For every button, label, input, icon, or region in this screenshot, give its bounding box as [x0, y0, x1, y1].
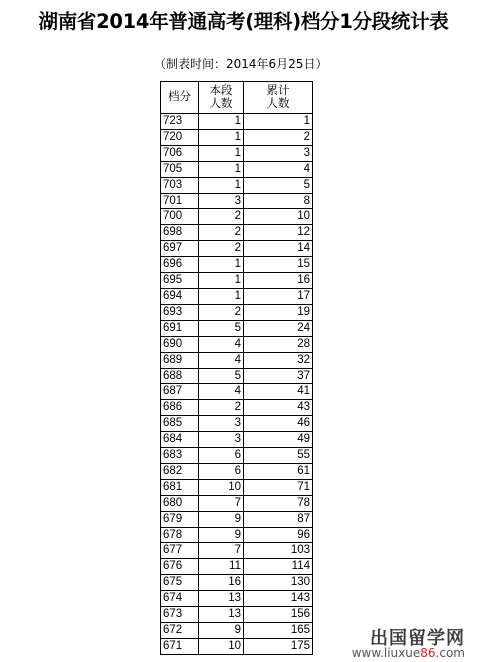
- cell-score: 689: [161, 352, 199, 368]
- table-row: [161, 479, 313, 495]
- cell-score: 679: [161, 511, 199, 527]
- table-header-row: [161, 82, 313, 114]
- cell-score: 701: [161, 193, 199, 209]
- cell-score: 693: [161, 304, 199, 320]
- cell-segment-count: 6: [199, 448, 244, 464]
- header-cumulative-count-line1: 累计: [266, 84, 290, 97]
- cell-score: 671: [161, 638, 199, 654]
- cell-cumulative-count: 5: [244, 177, 313, 193]
- header-segment-count: [199, 82, 244, 114]
- cell-segment-count: 1: [199, 161, 244, 177]
- cell-cumulative-count: 19: [244, 304, 313, 320]
- cell-score: 695: [161, 273, 199, 289]
- cell-segment-count: 2: [199, 209, 244, 225]
- cell-segment-count: 1: [199, 273, 244, 289]
- cell-segment-count: 11: [199, 559, 244, 575]
- cell-segment-count: 1: [199, 145, 244, 161]
- cell-cumulative-count: 55: [244, 448, 313, 464]
- header-score: 档分: [161, 82, 199, 114]
- table-row: [161, 288, 313, 304]
- cell-score: 687: [161, 384, 199, 400]
- site-watermark: [335, 620, 485, 662]
- cell-cumulative-count: 32: [244, 352, 313, 368]
- table-row: [161, 352, 313, 368]
- cell-cumulative-count: 71: [244, 479, 313, 495]
- cell-segment-count: 2: [199, 304, 244, 320]
- cell-segment-count: 9: [199, 623, 244, 639]
- cell-segment-count: 1: [199, 114, 244, 130]
- cell-segment-count: 4: [199, 352, 244, 368]
- table-row: [161, 336, 313, 352]
- cell-score: 703: [161, 177, 199, 193]
- cell-cumulative-count: 37: [244, 368, 313, 384]
- table-row: [161, 638, 313, 654]
- cell-score: 684: [161, 432, 199, 448]
- header-segment-count-line2: 人数: [209, 97, 233, 110]
- table-row: [161, 463, 313, 479]
- cell-score: 688: [161, 368, 199, 384]
- cell-segment-count: 4: [199, 336, 244, 352]
- cell-cumulative-count: 16: [244, 273, 313, 289]
- cell-score: 723: [161, 114, 199, 130]
- cell-cumulative-count: 17: [244, 288, 313, 304]
- cell-score: 720: [161, 129, 199, 145]
- table-row: [161, 591, 313, 607]
- cell-segment-count: 1: [199, 129, 244, 145]
- table-body: [161, 114, 313, 655]
- score-distribution-table: [160, 81, 313, 655]
- cell-cumulative-count: 156: [244, 607, 313, 623]
- table-row: [161, 511, 313, 527]
- watermark-url: www.liuxue86.com: [351, 646, 465, 660]
- cell-score: 677: [161, 543, 199, 559]
- cell-segment-count: 2: [199, 241, 244, 257]
- cell-cumulative-count: 2: [244, 129, 313, 145]
- cell-score: 686: [161, 400, 199, 416]
- table-row: [161, 225, 313, 241]
- cell-cumulative-count: 78: [244, 495, 313, 511]
- cell-cumulative-count: 41: [244, 384, 313, 400]
- cell-cumulative-count: 24: [244, 320, 313, 336]
- cell-score: 700: [161, 209, 199, 225]
- table-row: [161, 257, 313, 273]
- cell-score: 674: [161, 591, 199, 607]
- cell-segment-count: 13: [199, 591, 244, 607]
- cell-segment-count: 1: [199, 177, 244, 193]
- cell-cumulative-count: 15: [244, 257, 313, 273]
- cell-score: 694: [161, 288, 199, 304]
- table-row: [161, 607, 313, 623]
- table-row: [161, 368, 313, 384]
- table-row: [161, 527, 313, 543]
- cell-segment-count: 5: [199, 368, 244, 384]
- cell-score: 676: [161, 559, 199, 575]
- cell-cumulative-count: 103: [244, 543, 313, 559]
- cell-score: 678: [161, 527, 199, 543]
- cell-score: 682: [161, 463, 199, 479]
- table-row: [161, 495, 313, 511]
- cell-score: 691: [161, 320, 199, 336]
- cell-cumulative-count: 28: [244, 336, 313, 352]
- cell-cumulative-count: 4: [244, 161, 313, 177]
- table-row: [161, 273, 313, 289]
- cell-segment-count: 9: [199, 527, 244, 543]
- table-row: [161, 400, 313, 416]
- table-row: [161, 623, 313, 639]
- cell-cumulative-count: 12: [244, 225, 313, 241]
- cell-cumulative-count: 165: [244, 623, 313, 639]
- table-row: [161, 241, 313, 257]
- cell-segment-count: 1: [199, 288, 244, 304]
- table-row: [161, 432, 313, 448]
- cell-segment-count: 2: [199, 225, 244, 241]
- cell-segment-count: 10: [199, 479, 244, 495]
- table-row: [161, 304, 313, 320]
- header-cumulative-count: [244, 82, 313, 114]
- cell-score: 680: [161, 495, 199, 511]
- table-row: [161, 320, 313, 336]
- cell-cumulative-count: 10: [244, 209, 313, 225]
- cell-cumulative-count: 87: [244, 511, 313, 527]
- cell-cumulative-count: 143: [244, 591, 313, 607]
- cell-segment-count: 3: [199, 193, 244, 209]
- cell-segment-count: 1: [199, 257, 244, 273]
- table-row: [161, 161, 313, 177]
- table-row: [161, 543, 313, 559]
- table-row: [161, 177, 313, 193]
- cell-segment-count: 6: [199, 463, 244, 479]
- cell-segment-count: 16: [199, 575, 244, 591]
- table-row: [161, 209, 313, 225]
- cell-cumulative-count: 46: [244, 416, 313, 432]
- cell-segment-count: 13: [199, 607, 244, 623]
- table-row: [161, 559, 313, 575]
- cell-cumulative-count: 14: [244, 241, 313, 257]
- cell-score: 696: [161, 257, 199, 273]
- cell-cumulative-count: 43: [244, 400, 313, 416]
- cell-segment-count: 7: [199, 495, 244, 511]
- table-date-caption: （制表时间：2014年6月25日）: [154, 57, 328, 71]
- cell-cumulative-count: 175: [244, 638, 313, 654]
- cell-score: 698: [161, 225, 199, 241]
- header-segment-count-line1: 本段: [209, 84, 233, 97]
- cell-segment-count: 9: [199, 511, 244, 527]
- watermark-logo-text: 出国留学网: [370, 628, 465, 649]
- cell-segment-count: 3: [199, 416, 244, 432]
- cell-cumulative-count: 114: [244, 559, 313, 575]
- cell-cumulative-count: 1: [244, 114, 313, 130]
- cell-segment-count: 10: [199, 638, 244, 654]
- table-row: [161, 448, 313, 464]
- header-cumulative-count-line2: 人数: [266, 97, 290, 110]
- cell-score: 683: [161, 448, 199, 464]
- table-row: [161, 114, 313, 130]
- table-row: [161, 575, 313, 591]
- cell-score: 675: [161, 575, 199, 591]
- cell-segment-count: 5: [199, 320, 244, 336]
- cell-score: 706: [161, 145, 199, 161]
- table-row: [161, 416, 313, 432]
- cell-cumulative-count: 130: [244, 575, 313, 591]
- cell-segment-count: 7: [199, 543, 244, 559]
- table-row: [161, 384, 313, 400]
- cell-score: 697: [161, 241, 199, 257]
- cell-cumulative-count: 61: [244, 463, 313, 479]
- cell-score: 681: [161, 479, 199, 495]
- cell-cumulative-count: 96: [244, 527, 313, 543]
- cell-cumulative-count: 3: [244, 145, 313, 161]
- table-row: [161, 145, 313, 161]
- cell-segment-count: 3: [199, 432, 244, 448]
- page-title: 湖南省2014年普通高考(理科)档分1分段统计表: [38, 10, 449, 33]
- cell-score: 673: [161, 607, 199, 623]
- cell-score: 690: [161, 336, 199, 352]
- table-row: [161, 129, 313, 145]
- cell-score: 672: [161, 623, 199, 639]
- cell-segment-count: 2: [199, 400, 244, 416]
- table-row: [161, 193, 313, 209]
- cell-score: 685: [161, 416, 199, 432]
- cell-cumulative-count: 8: [244, 193, 313, 209]
- cell-segment-count: 4: [199, 384, 244, 400]
- cell-score: 705: [161, 161, 199, 177]
- cell-cumulative-count: 49: [244, 432, 313, 448]
